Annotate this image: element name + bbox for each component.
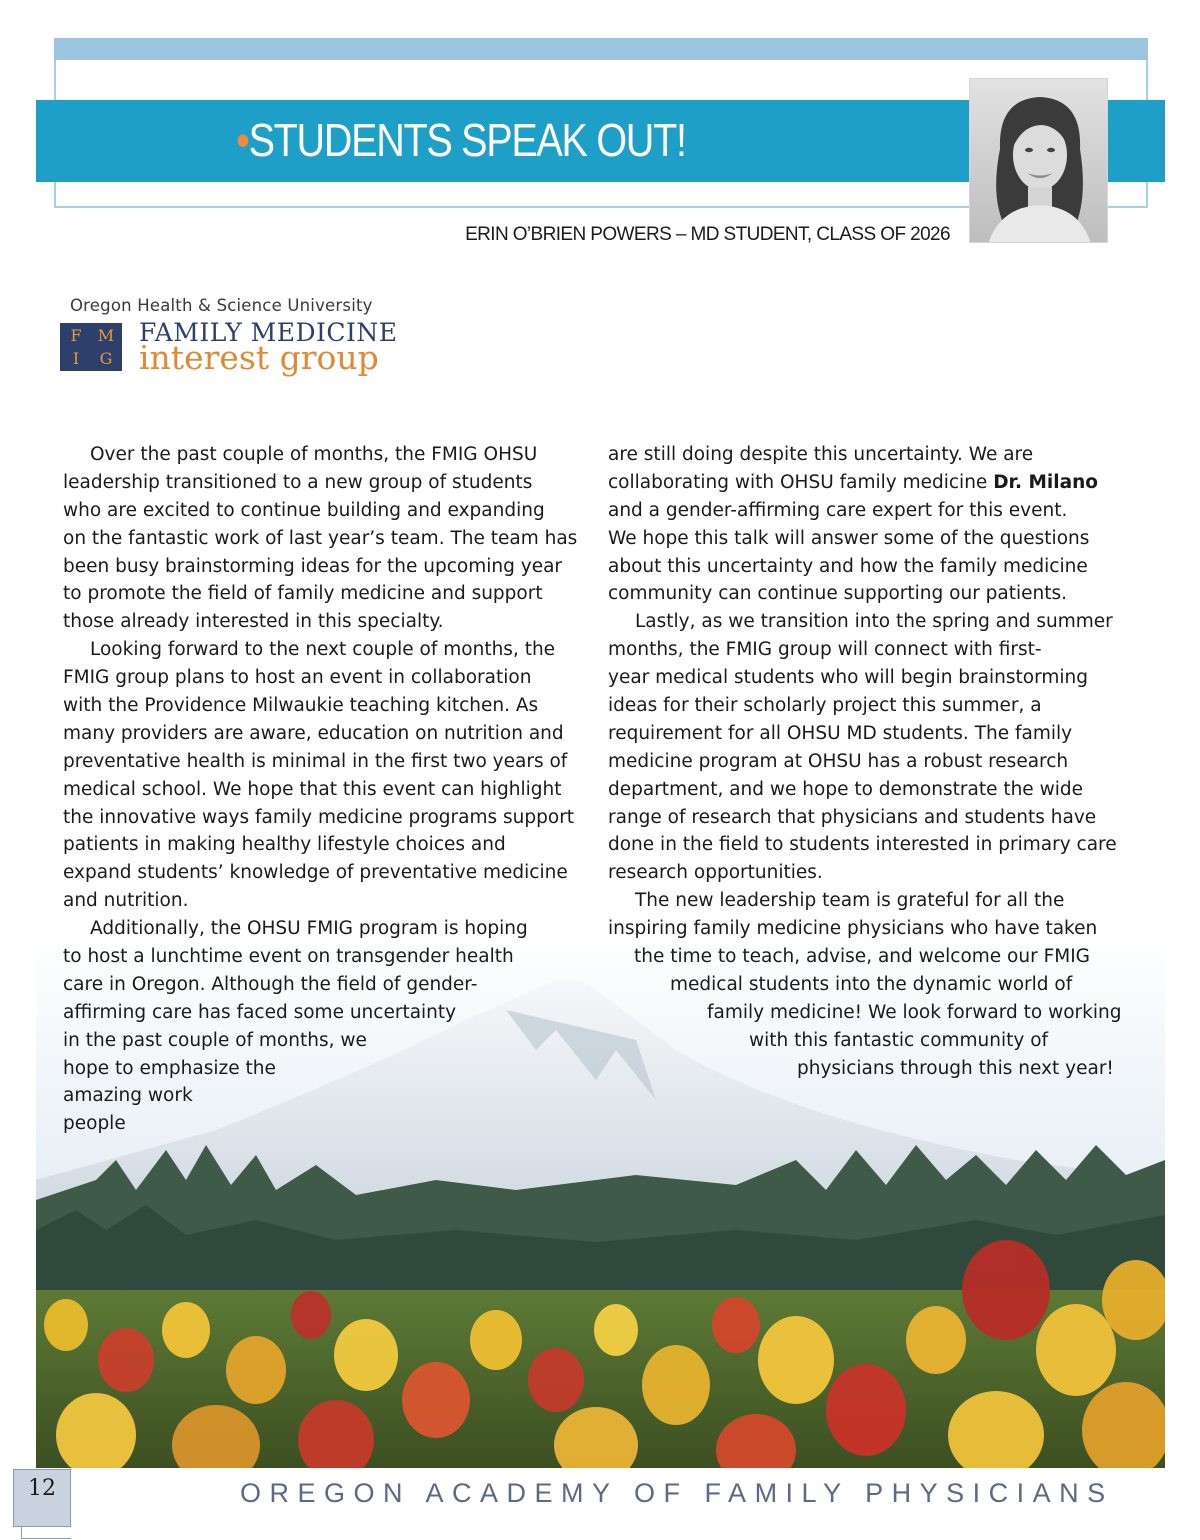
- article-column-right: [608, 441, 1121, 1082]
- text-line: are still doing despite this uncertainty. We are: [608, 444, 1034, 465]
- text-line: Over the past couple of months, the FMIG OHSU: [90, 444, 538, 465]
- text-line: leadership transitioned to a new group of students: [63, 471, 533, 493]
- publication-name: OREGON ACADEMY OF FAMILY PHYSICIANS: [240, 1478, 1114, 1508]
- title-bullet: •: [236, 114, 249, 166]
- author-byline: ERIN O’BRIEN POWERS – MD STUDENT, CLASS OF 2026: [465, 224, 950, 245]
- text-line: care in Oregon. Although the field of gender-: [63, 973, 478, 995]
- title-text: STUDENTS SPEAK OUT!: [248, 114, 686, 166]
- text-line: and nutrition.: [63, 890, 189, 912]
- page-number: 12: [28, 1476, 56, 1501]
- text-line: medical school. We hope that this event can highlight: [63, 778, 562, 800]
- text-line: department, and we hope to demonstrate the wide: [608, 778, 1083, 800]
- text-line: medical students into the dynamic world of: [670, 973, 1073, 995]
- text-line: amazing work: [63, 1085, 193, 1107]
- text-line: Looking forward to the next couple of months, the: [90, 639, 556, 661]
- text-line: the innovative ways family medicine programs support: [63, 806, 575, 828]
- logo-badge-letter: G: [92, 348, 120, 369]
- logo-badge-letter: I: [62, 348, 90, 369]
- text-line: family medicine! We look forward to working: [707, 1001, 1122, 1023]
- header-top-strip: [54, 38, 1148, 60]
- logo-badge-letter: F: [62, 325, 90, 346]
- text-line: affirming care has faced some uncertainty: [63, 1001, 457, 1023]
- article-column-left: [63, 441, 577, 1138]
- text-line: to host a lunchtime event on transgender health: [63, 946, 514, 968]
- text-line: community can continue supporting our patients.: [608, 583, 1068, 605]
- text-line: to promote the field of family medicine and support: [63, 583, 543, 605]
- text-line: ideas for their scholarly project this summer, a: [608, 695, 1042, 717]
- logo-badge-letter: M: [92, 325, 120, 346]
- text-line: range of research that physicians and students have: [608, 806, 1097, 828]
- text-line: with this fantastic community of: [749, 1029, 1049, 1051]
- text-line: many providers are aware, education on nutrition and: [63, 722, 564, 744]
- text-line: requirement for all OHSU MD students. The family: [608, 722, 1073, 744]
- text-line: [608, 469, 1121, 497]
- text-line: those already interested in this specialty.: [63, 611, 444, 633]
- text-line: expand students’ knowledge of preventative medicine: [63, 862, 568, 884]
- text-line: physicians through this next year!: [797, 1057, 1114, 1079]
- text-line: who are excited to continue building and expanding: [63, 499, 545, 521]
- text-line: been busy brainstorming ideas for the upcoming year: [63, 555, 563, 577]
- text-line: people: [63, 1113, 126, 1135]
- text-line: year medical students who will begin brainstorming: [608, 667, 1088, 689]
- doctor-name: Dr. Milano: [993, 471, 1098, 493]
- author-photo: [969, 78, 1108, 243]
- text-line: months, the FMIG group will connect with first-: [608, 639, 1042, 661]
- text-line: inspiring family medicine physicians who have taken: [608, 918, 1098, 940]
- text-line: Additionally, the OHSU FMIG program is hoping: [90, 918, 528, 940]
- text-line: the time to teach, advise, and welcome our FMIG: [634, 946, 1090, 968]
- text-line: in the past couple of months, we: [63, 1029, 367, 1051]
- text-line: patients in making healthy lifestyle choices and: [63, 834, 506, 856]
- text-line: research opportunities.: [608, 862, 823, 884]
- text-line: about this uncertainty and how the family medicine: [608, 555, 1088, 577]
- portrait-photo-icon: [970, 79, 1108, 243]
- text-line: on the fantastic work of last year’s team. The team has: [63, 527, 578, 549]
- page-title: [236, 108, 686, 172]
- logo-university-name: Oregon Health & Science University: [70, 296, 373, 315]
- text-line: Lastly, as we transition into the spring and summer: [635, 611, 1113, 633]
- text-line: The new leadership team is grateful for all the: [635, 890, 1065, 912]
- logo-interest-group: interest group: [139, 338, 379, 377]
- text-line: We hope this talk will answer some of the questions: [608, 527, 1090, 549]
- text-fragment: collaborating with OHSU family medicine: [608, 471, 988, 493]
- text-line: and a gender-affirming care expert for this event.: [608, 499, 1068, 521]
- text-line: done in the field to students interested in primary care: [608, 834, 1117, 856]
- fmig-logo-badge: [60, 323, 122, 371]
- text-line: FMIG group plans to host an event in collaboration: [63, 667, 532, 689]
- text-line: hope to emphasize the: [63, 1057, 276, 1079]
- text-line: medicine program at OHSU has a robust research: [608, 750, 1069, 772]
- logo-family-medicine: FAMILY MEDICINE: [139, 318, 398, 347]
- text-line: preventative health is minimal in the first two years of: [63, 750, 568, 772]
- text-line: with the Providence Milwaukie teaching kitchen. As: [63, 695, 539, 717]
